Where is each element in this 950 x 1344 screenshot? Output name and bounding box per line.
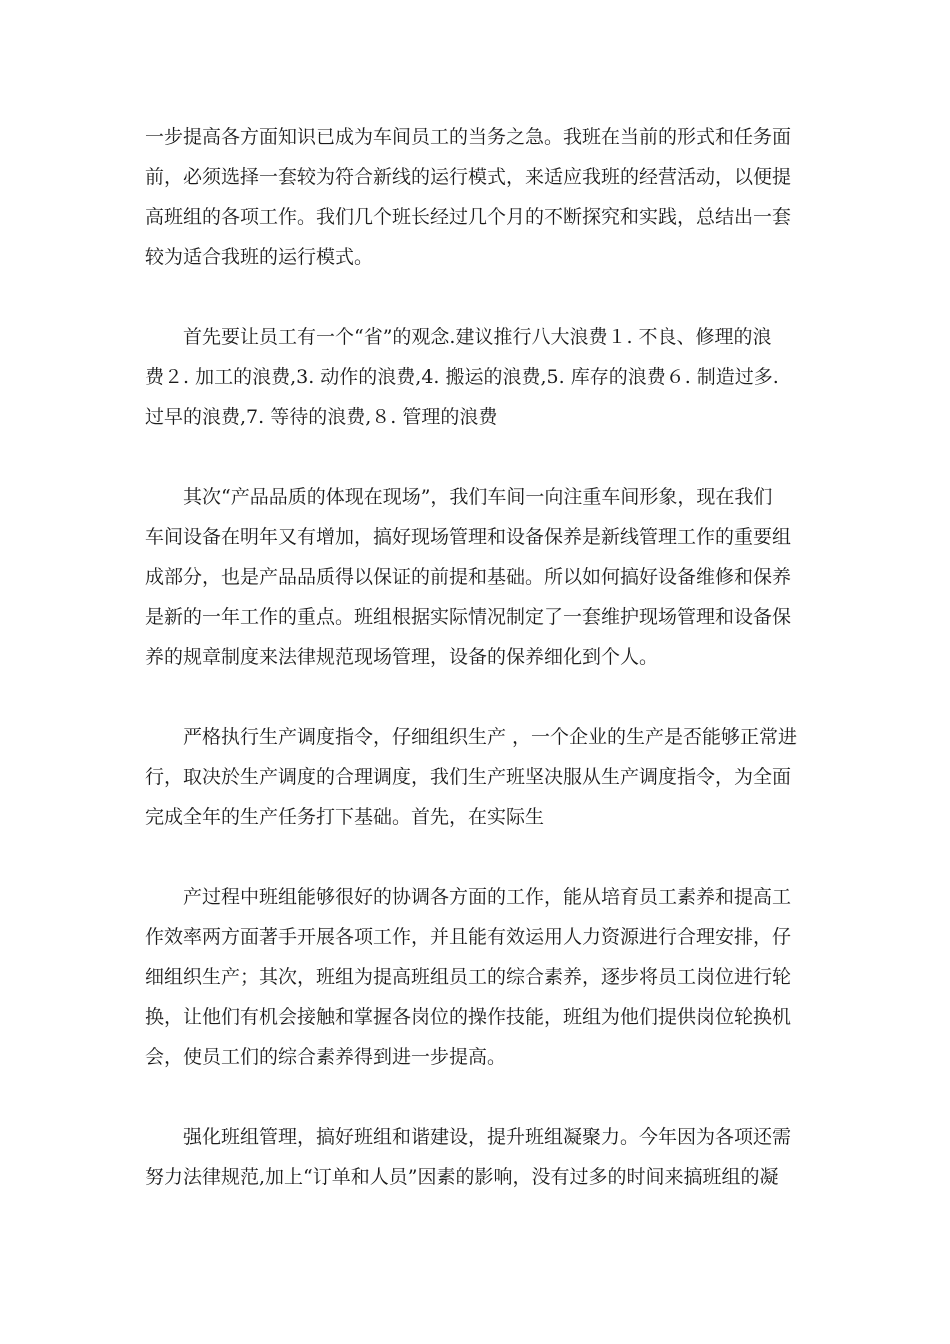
text-line: 行，取决於生产调度的合理调度，我们生产班坚决服从生产调度指令，为全面 xyxy=(145,766,792,788)
text-line: 首先要让员工有一个“省”的观念.建议推行八大浪费１. 不良、修理的浪 xyxy=(183,326,772,348)
text-line: 养的规章制度来法律规范现场管理，设备的保养细化到个人。 xyxy=(145,646,659,668)
paragraph-waste-concept xyxy=(145,317,805,437)
paragraph-production-process xyxy=(145,877,805,1077)
text-line: 高班组的各项工作。我们几个班长经过几个月的不断探究和实践，总结出一套 xyxy=(145,206,792,228)
text-line: 费２. 加工的浪费,3. 动作的浪费,4. 搬运的浪费,5. 库存的浪费６. 制造过多. xyxy=(145,366,779,388)
text-line: 车间设备在明年又有增加，搞好现场管理和设备保养是新线管理工作的重要组 xyxy=(145,526,792,548)
paragraph-production-scheduling xyxy=(145,717,805,837)
text-line: 过早的浪费,7. 等待的浪费,８. 管理的浪费 xyxy=(145,406,498,428)
paragraph-continuation xyxy=(145,117,805,277)
text-line: 会，使员工们的综合素养得到进一步提高。 xyxy=(145,1046,507,1068)
text-line: 成部分，也是产品品质得以保证的前提和基础。所以如何搞好设备维修和保养 xyxy=(145,566,792,588)
paragraph-site-quality xyxy=(145,477,805,677)
text-line: 换，让他们有机会接触和掌握各岗位的操作技能，班组为他们提供岗位轮换机 xyxy=(145,1006,792,1028)
paragraph-team-management xyxy=(145,1117,805,1197)
text-line: 较为适合我班的运行模式。 xyxy=(145,246,374,268)
text-line: 努力法律规范,加上“订单和人员”因素的影响，没有过多的时间来搞班组的凝 xyxy=(145,1166,779,1188)
text-line: 产过程中班组能够很好的协调各方面的工作，能从培育员工素养和提高工 xyxy=(183,886,792,908)
text-line: 严格执行生产调度指令，仔细组织生产 ，一个企业的生产是否能够正常进 xyxy=(183,726,798,748)
text-line: 其次“产品品质的体现在现场”，我们车间一向注重车间形象，现在我们 xyxy=(183,486,773,508)
text-line: 是新的一年工作的重点。班组根据实际情况制定了一套维护现场管理和设备保 xyxy=(145,606,792,628)
document-page xyxy=(145,117,805,1237)
text-line: 作效率两方面著手开展各项工作，并且能有效运用人力资源进行合理安排，仔 xyxy=(145,926,792,948)
text-line: 细组织生产；其次，班组为提高班组员工的综合素养，逐步将员工岗位进行轮 xyxy=(145,966,792,988)
text-line: 前，必须选择一套较为符合新线的运行模式，来适应我班的经营活动，以便提 xyxy=(145,166,792,188)
text-line: 强化班组管理，搞好班组和谐建设，提升班组凝聚力。今年因为各项还需 xyxy=(183,1126,792,1148)
text-line: 一步提高各方面知识已成为车间员工的当务之急。我班在当前的形式和任务面 xyxy=(145,126,792,148)
text-line: 完成全年的生产任务打下基础。首先，在实际生 xyxy=(145,806,545,828)
